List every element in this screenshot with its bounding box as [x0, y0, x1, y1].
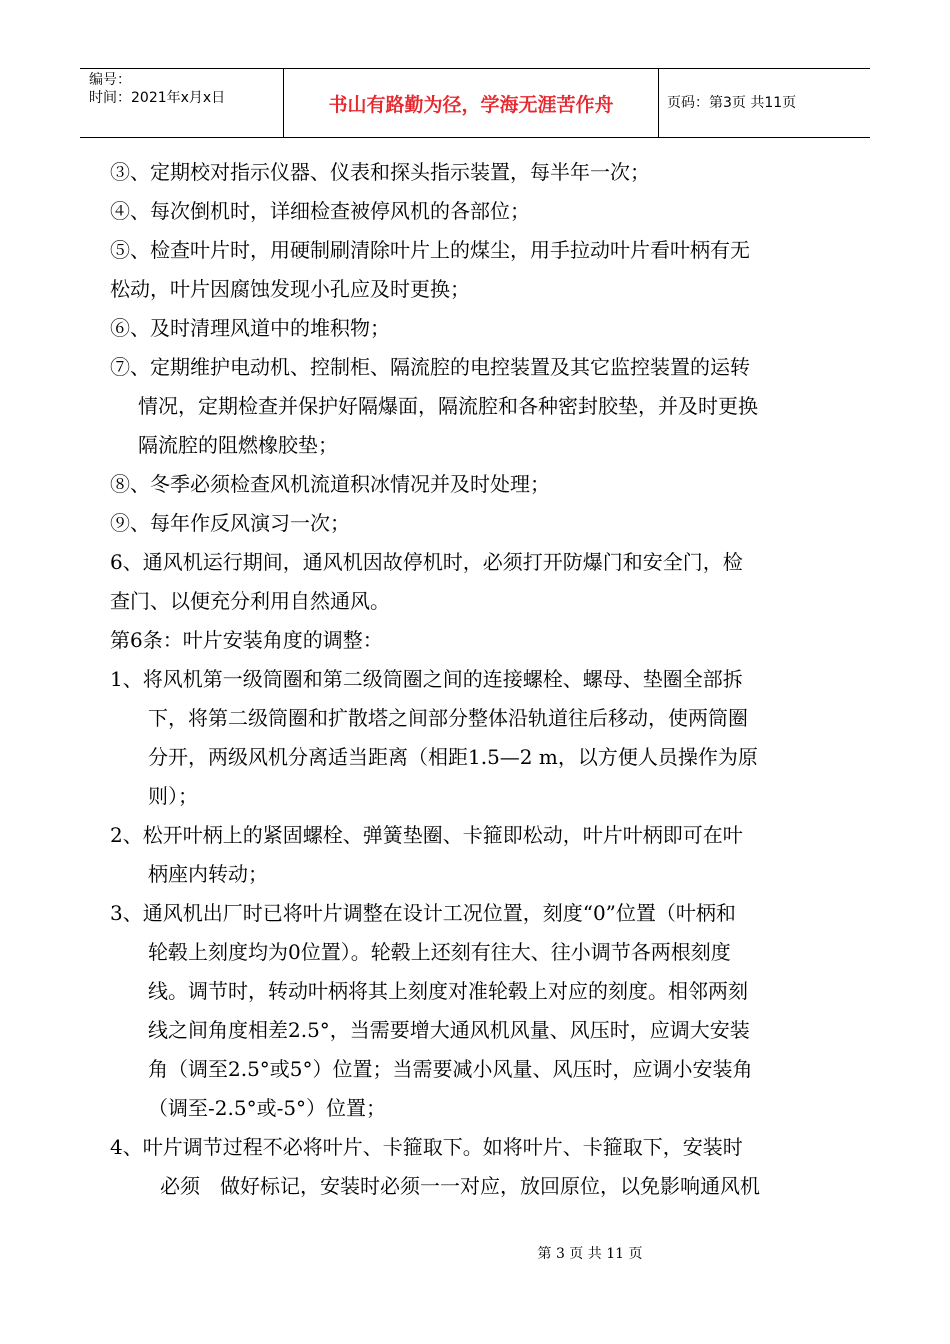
- body-line: 2、松开叶柄上的紧固螺栓、弹簧垫圈、卡箍即松动，叶片叶柄即可在叶: [110, 823, 743, 847]
- body-line: 3、通风机出厂时已将叶片调整在设计工况位置，刻度“0”位置（叶柄和: [110, 901, 736, 925]
- body-line: 下，将第二级筒圈和扩散塔之间部分整体沿轨道往后移动，使两筒圈: [148, 706, 748, 730]
- body-line: （调至-2.5°或-5°）位置；: [148, 1096, 387, 1120]
- body-line: 必须 做好标记，安装时必须一一对应，放回原位，以免影响通风机: [160, 1174, 760, 1198]
- page-header: [80, 68, 870, 138]
- document-time-label: 时间：2021年x月x日: [89, 90, 226, 106]
- body-line: ⑧、冬季必须检查风机流道积冰情况并及时处理；: [110, 472, 550, 496]
- body-line: 4、叶片调节过程不必将叶片、卡箍取下。如将叶片、卡箍取下，安装时: [110, 1135, 743, 1159]
- body-line: 查门、以便充分利用自然通风。: [110, 589, 390, 613]
- body-line: 线之间角度相差2.5°，当需要增大通风机风量、风压时，应调大安装: [148, 1018, 750, 1042]
- body-line: 轮毂上刻度均为0位置）。轮毂上还刻有往大、往小调节各两根刻度: [148, 940, 731, 964]
- body-line: ⑥、及时清理风道中的堆积物；: [110, 316, 390, 340]
- body-line: ④、每次倒机时，详细检查被停风机的各部位；: [110, 199, 530, 223]
- body-line: ⑨、每年作反风演习一次；: [110, 511, 350, 535]
- body-line: 隔流腔的阻燃橡胶垫；: [138, 433, 338, 457]
- document-body: [110, 153, 845, 1206]
- header-left-cell: [80, 69, 284, 137]
- body-line: 6、通风机运行期间，通风机因故停机时，必须打开防爆门和安全门，检: [110, 550, 743, 574]
- body-line: ⑤、检查叶片时，用硬制刷清除叶片上的煤尘，用手拉动叶片看叶柄有无: [110, 238, 750, 262]
- page-footer: 第 3 页 共 11 页: [537, 1246, 643, 1262]
- body-line: 柄座内转动；: [148, 862, 268, 886]
- body-line: ③、定期校对指示仪器、仪表和探头指示装置，每半年一次；: [110, 160, 650, 184]
- body-line: 分开，两级风机分离适当距离（相距1.5—2 m，以方便人员操作为原: [148, 745, 758, 769]
- header-page-number: 页码：第3页 共11页: [667, 95, 797, 111]
- header-right-cell: [659, 69, 870, 137]
- header-middle-cell: [284, 69, 659, 137]
- document-number-label: 编号：: [89, 72, 131, 88]
- body-line: 则）；: [148, 784, 198, 808]
- body-line: 线。调节时，转动叶柄将其上刻度对准轮毂上对应的刻度。相邻两刻: [148, 979, 748, 1003]
- body-line: 角（调至2.5°或5°）位置；当需要减小风量、风压时，应调小安装角: [148, 1057, 753, 1081]
- body-line: 情况，定期检查并保护好隔爆面，隔流腔和各种密封胶垫，并及时更换: [138, 394, 758, 418]
- body-line: 1、将风机第一级筒圈和第二级筒圈之间的连接螺栓、螺母、垫圈全部拆: [110, 667, 743, 691]
- body-line: ⑦、定期维护电动机、控制柜、隔流腔的电控装置及其它监控装置的运转: [110, 355, 750, 379]
- section-heading: 第6条：叶片安装角度的调整：: [110, 628, 383, 652]
- header-motto: 书山有路勤为径，学海无涯苦作舟: [328, 94, 614, 116]
- body-line: 松动，叶片因腐蚀发现小孔应及时更换；: [110, 277, 470, 301]
